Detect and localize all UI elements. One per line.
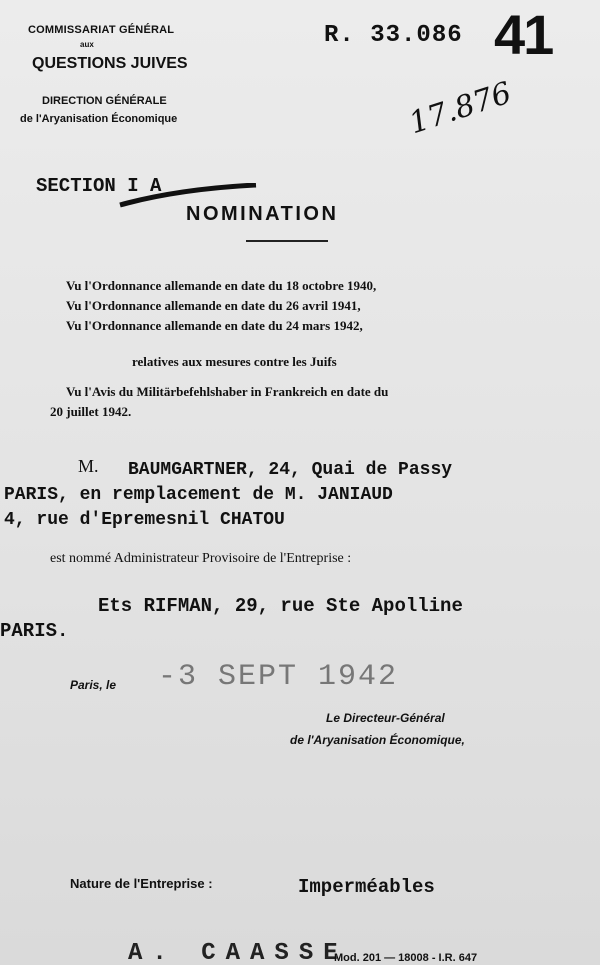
avis-line-1: Vu l'Avis du Militärbefehlshaber in Frankreich en date du bbox=[66, 384, 389, 399]
monsieur-label: M. bbox=[78, 456, 99, 476]
header-aux: aux bbox=[80, 40, 94, 49]
header-direction-generale: DIRECTION GÉNÉRALE bbox=[42, 95, 167, 107]
place-date-label: Paris, le bbox=[70, 678, 117, 692]
nominee-line-2: PARIS, en remplacement de M. JANIAUD bbox=[4, 485, 393, 505]
ordonnance-2: Vu l'Ordonnance allemande en date du 26 avril 1941, bbox=[66, 298, 361, 313]
relatives-line: relatives aux mesures contre les Juifs bbox=[132, 354, 337, 369]
form-number: Mod. 201 — 18008 - I.R. 647 bbox=[334, 952, 478, 964]
date-stamp: -3 SEPT 1942 bbox=[158, 660, 399, 694]
nomme-text: est nommé Administrateur Provisoire de l'Entreprise : bbox=[50, 551, 352, 566]
enterprise-line-2: PARIS. bbox=[0, 620, 69, 642]
signatory-line-1: Le Directeur-Général bbox=[326, 711, 445, 725]
nominee-line-3: 4, rue d'Epremesnil CHATOU bbox=[4, 510, 285, 530]
avis-line-2: 20 juillet 1942. bbox=[50, 404, 132, 419]
header-questions-juives: QUESTIONS JUIVES bbox=[32, 55, 188, 72]
nominee-line-1: BAUMGARTNER, 24, Quai de Passy bbox=[128, 460, 453, 480]
reference-number: R. 33.086 bbox=[324, 22, 463, 49]
title-underline bbox=[246, 240, 328, 242]
section-label: SECTION I A bbox=[36, 175, 162, 197]
header-aryanisation: de l'Aryanisation Économique bbox=[20, 113, 178, 125]
enterprise-line-1: Ets RIFMAN, 29, rue Ste Apolline bbox=[98, 595, 463, 617]
handwritten-number: 17.876 bbox=[405, 75, 516, 142]
signatory-line-2: de l'Aryanisation Économique, bbox=[290, 733, 465, 747]
ordonnance-1: Vu l'Ordonnance allemande en date du 18 octobre 1940, bbox=[66, 278, 377, 293]
nature-label: Nature de l'Entreprise : bbox=[70, 876, 213, 891]
bottom-cut-text: A. CAASSE bbox=[128, 940, 348, 965]
ordonnance-3: Vu l'Ordonnance allemande en date du 24 mars 1942, bbox=[66, 318, 363, 333]
big-number: 41 bbox=[494, 3, 553, 66]
header-commissariat: COMMISSARIAT GÉNÉRAL bbox=[28, 24, 175, 36]
document-title: NOMINATION bbox=[186, 203, 339, 225]
nature-value: Imperméables bbox=[298, 876, 435, 898]
